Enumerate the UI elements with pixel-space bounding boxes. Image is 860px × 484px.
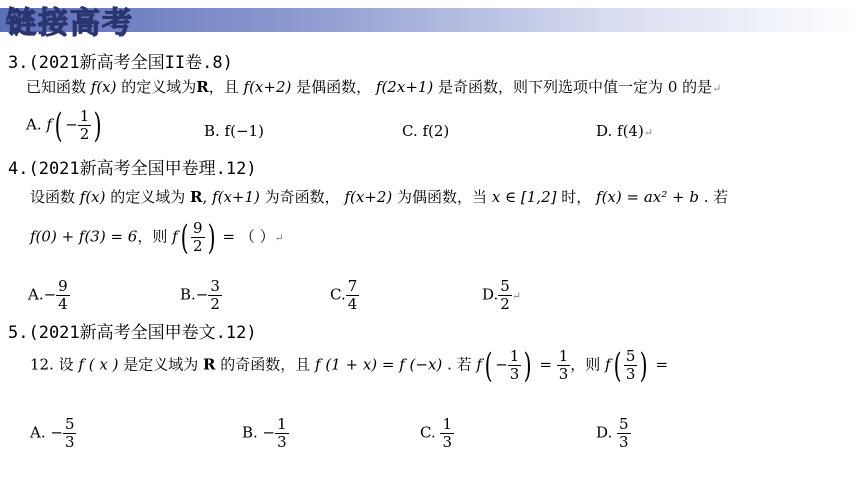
q4-text: 设函数 [30, 188, 80, 206]
q4-R: R [190, 188, 203, 206]
fraction-denominator: 2 [192, 237, 203, 255]
fraction-denominator: 3 [558, 365, 569, 383]
q5-text: = [650, 355, 669, 374]
q5-stem [30, 345, 669, 386]
fraction [508, 348, 522, 383]
fraction-numerator: 1 [509, 347, 520, 365]
q4-text: 时， [556, 188, 597, 206]
option-label: B.− [180, 285, 209, 304]
q4-stem-line1 [30, 186, 728, 207]
q4-option-b [180, 278, 222, 313]
fraction-denominator: 3 [625, 365, 636, 383]
q5-text: = [534, 355, 557, 374]
fraction [440, 416, 454, 451]
q3-stem [26, 76, 721, 97]
q4-given: f(0) + f(3) = 6 [30, 227, 138, 246]
option-label: D. [482, 285, 499, 304]
q5-text: . 若 [442, 355, 477, 374]
fraction-numerator: 1 [558, 347, 569, 365]
q3-text: 已知函数 [26, 78, 91, 96]
fraction-denominator: 2 [500, 295, 510, 313]
banner [0, 0, 860, 44]
fraction-numerator: 1 [442, 415, 453, 433]
q3-text: 是奇函数，则下列选项中值一定为 0 的是 [433, 78, 713, 96]
option-label: C. [330, 285, 346, 304]
fraction-numerator: 1 [79, 107, 90, 125]
fraction-denominator: 4 [347, 295, 358, 313]
fraction [617, 416, 631, 451]
fraction [78, 108, 92, 143]
fraction-denominator: 3 [442, 433, 453, 451]
q3-text: ，且 [208, 78, 244, 96]
q4-equation: f(x) = ax² + b [596, 188, 699, 206]
q4-text: . 若 [698, 188, 729, 206]
q3-text: 是偶函数， [291, 78, 376, 96]
q5-R: R [202, 355, 216, 374]
q5-option-c [420, 416, 454, 451]
fraction-numerator: 5 [64, 415, 75, 433]
fraction-numerator: 3 [210, 277, 220, 295]
option-label: C. [420, 423, 441, 442]
q4-text: 为偶函数，当 [392, 188, 492, 206]
fraction-denominator: 3 [277, 433, 287, 451]
q4-text: 为奇函数， [259, 188, 345, 206]
paragraph-mark: ↵ [274, 231, 284, 245]
fraction-numerator: 5 [619, 415, 629, 433]
q3-f2x1: f(2x+1) [375, 78, 434, 96]
q4-option-d [482, 278, 521, 313]
fraction [624, 348, 638, 383]
fraction [191, 220, 205, 255]
q3-option-d-text: D. f(4) [596, 122, 644, 140]
q4-condition: x ∈ [1,2] [491, 188, 557, 206]
q4-option-c [330, 278, 359, 313]
q3-R: R [196, 78, 209, 96]
q5-f: f [605, 355, 611, 374]
fraction [498, 278, 512, 313]
fraction [346, 278, 360, 313]
q4-text: ，则 [137, 227, 173, 246]
q4-fx: f(x) [79, 188, 106, 206]
fraction-denominator: 2 [210, 295, 220, 313]
q3-heading: 3.(2021新高考全国II卷.8) [8, 53, 233, 73]
q5-option-d [596, 416, 631, 451]
fraction [63, 416, 77, 451]
q5-f: f [476, 355, 482, 374]
q5-equation: f (1 + x) = f (−x) [315, 355, 443, 374]
q5-option-b [242, 416, 289, 451]
right-paren: ) [640, 345, 649, 386]
q3-option-a [26, 105, 105, 146]
q3-text: 的定义域为 [116, 78, 197, 96]
option-label: A.− [28, 285, 57, 304]
paragraph-mark: ↵ [712, 82, 722, 95]
q3-fx2: f(x+2) [243, 78, 292, 96]
q4-text: , [202, 188, 213, 206]
q4-stem-line2 [30, 217, 284, 258]
q3-option-b: B. f(−1) [204, 122, 264, 140]
paragraph-mark: ↵ [511, 289, 522, 303]
q5-fx: f ( x ) [78, 355, 119, 374]
q3-option-c: C. f(2) [402, 122, 450, 140]
q5-text: 12. 设 [30, 355, 79, 374]
fraction [557, 348, 571, 383]
fraction-numerator: 1 [277, 415, 287, 433]
left-paren: ( [484, 345, 493, 386]
banner-title: 链接高考 [6, 6, 134, 41]
right-paren: ) [207, 217, 216, 258]
right-paren: ) [523, 345, 532, 386]
q4-f: f [172, 227, 178, 246]
fraction-numerator: 7 [347, 277, 358, 295]
q5-option-a [30, 416, 76, 451]
option-label: B. − [242, 423, 276, 442]
q4-fx2: f(x+2) [344, 188, 393, 206]
q4-heading: 4.(2021新高考全国甲卷理.12) [8, 159, 257, 179]
fraction [208, 278, 222, 313]
fraction [275, 416, 289, 451]
q4-fx1: f(x+1) [212, 188, 260, 206]
paragraph-mark: ↵ [643, 126, 654, 139]
q5-heading: 5.(2021新高考全国甲卷文.12) [8, 323, 257, 343]
minus-sign: − [65, 115, 78, 134]
q5-text: 是定义域为 [118, 355, 203, 374]
fraction-numerator: 9 [192, 219, 203, 237]
fraction [56, 278, 70, 313]
left-paren: ( [54, 105, 63, 146]
q3-fx: f(x) [90, 78, 117, 96]
fraction-denominator: 2 [79, 125, 90, 143]
fraction-numerator: 9 [58, 277, 68, 295]
option-label: D. [596, 423, 618, 442]
q4-text: = （ ） [217, 227, 275, 246]
option-label: A. [26, 115, 42, 134]
right-paren: ) [93, 105, 102, 146]
fraction-denominator: 3 [509, 365, 520, 383]
fraction-numerator: 5 [500, 277, 510, 295]
left-paren: ( [613, 345, 622, 386]
q4-text: 的定义域为 [105, 188, 191, 206]
option-label: A. − [30, 423, 63, 442]
q5-text: 的奇函数，且 [215, 355, 315, 374]
q3-option-d [596, 122, 653, 140]
fraction-numerator: 5 [625, 347, 636, 365]
q3-option-a-f: f [46, 115, 52, 134]
minus-sign: − [495, 355, 508, 374]
fraction-denominator: 3 [619, 433, 629, 451]
left-paren: ( [180, 217, 189, 258]
fraction-denominator: 3 [64, 433, 75, 451]
q4-option-a [28, 278, 70, 313]
q5-text: ，则 [570, 355, 606, 374]
fraction-denominator: 4 [58, 295, 68, 313]
